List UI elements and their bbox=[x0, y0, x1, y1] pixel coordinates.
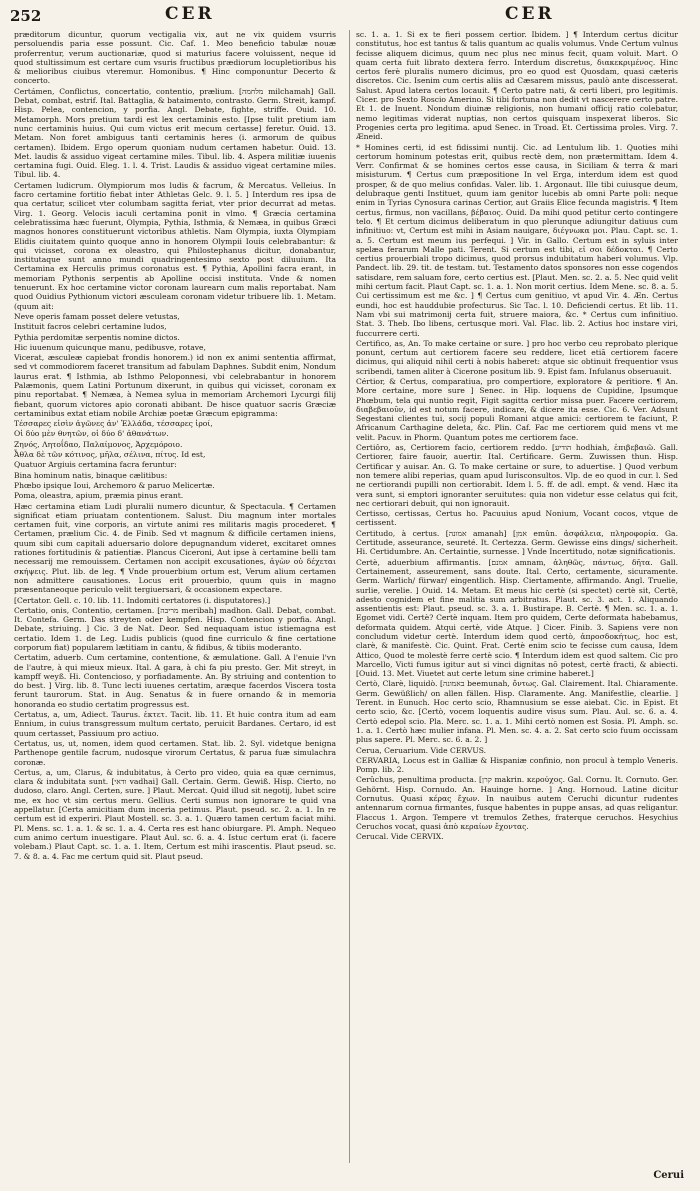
left-column bbox=[14, 30, 336, 1163]
dictionary-paragraph: Certámen, Conflictus, concertatio, contentio, prælium. [מלחמה milchamah] Gall. Debat, combat, estrif. Ital. Battaglia, & bataimento, contrasto. Germ. Streit, kampf. Hisp. Pelea, contencion, y porfia. Angl. Debate, fighte, striffe. Ouid. 10. Metamorph. Mors pretium tardi est lex certaminis esto. [Ipse tulit pretium iam nunc certaminis huius. Qui cum victus erit mecum certasse] feretur. Ouid. 13. Metam. Non foret ambiguus tanti certaminis heres (i. armorum de quibus certamen). Ibidem. Ergo operum quoniam nudum certamen habetur. Ouid. 13. Met. laudis & assiduo vigeat certamine miles. Tibul. lib. 4. Aspera militiæ iuuenis certamina fugi. Ouid. Eleg. 1. l. 4. Trist. Laudis & assiduo vigeat certamine miles. Tibul. lib. 4. bbox=[14, 86, 336, 180]
page-header bbox=[0, 0, 700, 26]
dictionary-paragraph: sc. 1. a. 1. Si ex te fieri possem certior. Ibidem. ] ¶ Interdum certus dicitur constitutus, hoc est tantus & talis quantum ac qualis volumus. Vnde Certum vulnus fecisse aliquem dicimus, quum nec plus nec minus fecit, quam voluit. Mart. O quam certa fuit librato dextera ferro. Interdum discretus, διακεκριμένος. Hinc certos ferè pluralis numero dicimus, pro eo quod est Quosdam, quasi cæteris discretos. Cic. Isenim cum certis aliis ad Cæsarem missus, paulò ante discesserat. Salust. Apud latera certos locauit. ¶ Certo patre nati, & certi liberi, pro legitimis. Cicer. pro Sexto Roscio Amerino. Si tibi fortuna non dedit vt nascerere certo patre. Et 1. de Inuent. Nondum diuinæ religionis, non humani officij ratio colebatur, nemo legitimas viderat nuptias, non certos quisquam inspexerat liberos. Sic Progenies certa pro legitima. apud Senec. in Troad. Et. Certissima proles. Virg. 7. Æneid. bbox=[356, 30, 678, 142]
dictionary-paragraph: Bina hominum natis, binaque cælitibus: bbox=[14, 470, 168, 480]
dictionary-paragraph: Certitudo, à certus. [אמונה amanah] [אמן emûn. ἀσφάλεια, πληροφορία. Ga. Certitude, asseurance, seureté. It. Certezza. Germ. Gewisse eins dings/ sicherheit. Hi. Certidumbre. An. Certaintie, surnesse. ] Vnde Incertitudo, notæ significationis. bbox=[356, 528, 678, 557]
dictionary-paragraph: Τέσσαρες εἰσὶν ἀγῶνες ἀν' Ἑλλάδα, τέσσαρες ἱροί, bbox=[14, 419, 213, 429]
running-head-left: CER bbox=[165, 4, 215, 24]
dictionary-paragraph: Pythia perdomitæ serpentis nomine dictos. bbox=[14, 332, 180, 342]
dictionary-paragraph: Certè, aduerbium affirmantis. [אמנם amnam, ἀληθῶς, πάντως, δῆτα. Gall. Certainement, asseurement, sans doute. Ital. Certo, certamente, sicuramente. Germ. Warlich/ fürwar/ eingentlich. Hisp. Ciertamente, affirmando. Angl. Truelie, surlie, verelie. ] Ouid. 14. Metam. Et meus hic certè (si spectet) certè sit, Certè, adesto cognidem et fine malitia sum arbitratus. Plaut. sc. 3. act. 1. Aliquando assentientis est: Plaut. pseud. sc. 3. a. 1. Bustirape. B. Certè. ¶ Men. sc. 1. a. 1. Egomet vidi. Certè? Certè inquam. Item pro quidem, Certe deformata habebamus, deformata quidem. Atqui certè, vide Atque. ] Cicer. Finib. 3. Sapiens vere non concludum videtur certè. Interdum idem quod certò, ἀπροσδοκήτως, hoc est, clarè, & manifestè. Cic. Quint. Frat. Certè enim scio te fecisse cum causa, Idem Attico, Quod te molestè ferre certè scio. ¶ Interdum idem est quod saltem. Cic pro Marcello, Victi fumus igitur aut si vinci dignitas nō potest, certè fracti, & abiecti. [Ouid. 13. Met. Viuetet aut certe letum sine crimine haberet.] bbox=[356, 557, 678, 679]
dictionary-paragraph: Certò, Clarè, liquidò. [באמונה beemunah, ὄντως. Gal. Clairement. Ital. Chiaramente. Germ. Gewüßlich/ on allen fällen. Hisp. Claramente. Ang. Manifestlie, clearlie. ] Terent. in Eunuch. Hoc certo scio, Rhamnusium se esse aiebat. Cic. in Epist. Et certo scio, &c. [Certò, vocem loquentis audire visus sum. Plau. Aul. sc. 6. a. 4. Certò edepol scio. Pla. Merc. sc. 1. a. 1. Mihi certò nomen est Sosia. Pl. Amph. sc. 1. a. 1. Certò hæc mulier infana. Pl. Men. sc. 4. a. 2. Sat certo scio fuum occissam plus sapere. Pl. Merc. sc. 6. a. 2. ] bbox=[356, 679, 678, 745]
dictionary-paragraph: Ζηνός, Λητοΐδαο, Παλαίμονος, Ἀρχεμόροιο. bbox=[14, 439, 183, 449]
dictionary-paragraph: * Homines certi, id est fidissimi nuntij. Cic. ad Lentulum lib. 1. Quoties mihi certorum hominum potestas erit, quibus rectè dem, non prætermittam. Idem 4. Verr. Confirmat & se homines certos esse causa, in Siciliam & terra & mari misisturum. ¶ Certus cum præpositione In vel Erga, interdum idem est quod prosper, & de quo melius confidas. Valer. lib. 1. Argonaut. Ille tibi cuiusque deum, delubraque genti Instituet, quum iam genitor lucebis ab omni Parte poli: neque enim in Tyrias Cynosura carinas Certior, aut Graiis Elice fecunda magistris. ¶ Item certus, firmus, non vacillans, βέβαιος. Ouid. Da mihi quod petitur certo contingere telo. ¶ Et certum dicimus deliberatum in quo plerunque adiungitur datiuus cum infinitiuo: vt, Certum est mihi in Asiam nauigare, διέγνωκα μοι. Plau. Capt. sc. 1. a. 5. Certum est meum ius perfequi. ] Vir. in Gallo. Certum est in syluis inter spelæa ferarum Malle pati. Terent. Si certum est tibi, εἰ σοι δέδοκται. ¶ Certo certius prouerbiali tropo dicimus, quod prorsus indubitatum haberi volumus. Vlp. Pandect. lib. 29. tit. de testam. tut. Testamento datos sponsores non esse cogendos satisdare, rem saluam fore, certo certius est. [Plaut. Men. sc. 2. a. 5. Nec quid velit mihi certum facit. Plaut Capt. sc. 1. a. 1. Non morit certius. Idem Mene. sc. 8. a. 5. Cui certissimum est me &c. ] ¶ Certus cum genitiuo, vt apud Vir. 4. Æn. Certus eundi, hoc est hauddubie profecturus. Sic Tac. l. 10. Deficiendi certus. Et lib. 11. Nam vbi sui matrimonij certa fuit, struere maiora, &c. * Certus cum infinitiuo. Stat. 3. Theb. Ibo libens, certusque mori. Val. Flac. lib. 2. Actius hoc instare viri, fuccurrere certi. bbox=[356, 142, 678, 338]
dictionary-paragraph: Certiôro, as, Certiorem facio, certiorem reddo. [הודיע hodhiah, ἐπιβεβαιῶ. Gall. Certiorer, faire fauoir, auertir. Ital. Certificare. Germ. Zuwissen thun. Hisp. Certificar y auisar. An. G. To make certaine or sure, to aduertise. ] Quod verbum non temere alibi reperias, quam apud Iurisconsultos. Vlp. de eo quod in cur. l. Sed ne certiorandi pupilli non certiorabit. Idem l. 5. ff. de adl. empt. & vend. Hæc ita vera sunt, si emptori ignoranter seruitutes: quia non videtur esse celatus qui fcit, nec certiorari debuit, qui non ignorauit. bbox=[356, 443, 678, 508]
dictionary-paragraph: Certatus, us, ut, nomen, idem quod certamen. Stat. lib. 2. Syl. videtque benigna Parthenope gentile facrum, nudosque virorum Certatus, & parua fuæ simulachra coronæ. bbox=[14, 738, 336, 767]
dictionary-paragraph: Instituit facros celebri certamine ludos, bbox=[14, 322, 167, 332]
dictionary-paragraph: Certamen ludicrum. Olympiorum mos ludis & facrum, & Mercatus. Velleius. In facro certamine fortitio fiebat inter Athletas Gelc. 9. l. 5. ] Interdum res ipsa de qua certatur, scilicet vter columbam sagitta feriat, vter prior decurrat ad metas. Virg. 1. Georg. Velocis iaculi certamina ponit in vlmo. ¶ Græcia certamina celebratissima hæc fuerunt, Olympia, Pythia, Isthmia, & Nemæa, in quibus Græci magnos honores constituerunt victoribus athletis. Nam Olympia, iuxta Olympiam Elidis ciuitatem quinto quoque anno in honorem Olympii Iouis celebrabantur: & qui vicisset, corona ex oleastro, qui Philostephanus dicitur, donabantur, institutaque sunt anno mundi quadringentesimo sexto post diluuium. Ita Certamina ex Herculis primus coronatus est. ¶ Pythia, Apollini facra erant, in memoriam Pythonis serpentis ab Apolline occisi instituta. Vnde & nomen tenuerunt. Ex hoc certamine victor coronam laurearn cum malis reportabat. Nam quod Ouidius Pythionum victori æsculeam coronam videtur tribuere lib. 1. Metam. (quum ait: bbox=[14, 180, 336, 311]
catchword: Cerui bbox=[653, 1170, 684, 1181]
dictionary-paragraph: CERVARIA, Locus est in Galliæ & Hispaniæ confinio, non procul à templo Veneris. Pomp. lib. 2. bbox=[356, 755, 678, 775]
dictionary-paragraph: Certatim, aduerb. Cum certamine, contentione, & æmulatione. Gall. A l'enuie l'vn de l'autre, à qui mieux mieux. Ital. A gara, à chi fa piu presto. Ger. Mit streyt, in kampff weyß. Hi. Contencioso, y porfiadamente. An. By striuing and contention to do best. ] Virg. lib. 8. Tunc lecti iuuenes certatim, aræque facerdos Viscera tosta ferunt taurorum. Stat. in Aug. Senatus & in fuere ornando & in memoria honoranda eo studio certatim progressus est. bbox=[14, 653, 336, 709]
dictionary-paragraph: Certifico, as, An. To make certaine or sure. ] pro hoc verbo ceu reprobato plerique ponunt, certum aut certiorem facere seu reddere, licet etiā certiorem facere dicimus, qui aliquid nihil certi à nobis haberet: atque sic obtinuit frequentior vsus scribendi, tamen aliter à Cicerone positum lib. 9. Epist fam. Infulanus obseruauit. bbox=[356, 338, 678, 376]
dictionary-paragraph: Cértior, & Certus, comparatiua, pro compertiore, exploratore & peritiore. ¶ An. More certaine, more sure ] Senec. in Hip. loquens de Cupidine, Ipsumque Phœbum, tela qui nuntio regit, Figit sagitta certior missa puer. Facere certiorem, διαβεβαιοῦν, id est notum facere, indicare, & dicere ita esse. Cic. 6. Ver. Adsunt Segestani clientes tui, socij populi Romani atque amici: certiorem te faciunt, P. Africanum Carthagine deleta, &c. Plin. Caf. Fac me certiorem quid mens vt me velit. Pacuv. in Phorm. Quantum potes me certiorem face. bbox=[356, 376, 678, 442]
right-column bbox=[356, 30, 678, 1163]
dictionary-paragraph: Neve operis famam posset delere vetustas, bbox=[14, 311, 180, 321]
dictionary-paragraph: præditorum dicuntur, quorum vectigalia vix, aut ne vix quidem vsurris persoluendis paria esse possunt. Cic. Caf. 1. Meo beneficio tabulæ nouæ proferrentur, verum auctionariæ, quod si maturius facere voluissent, neque id quod stultissimum est certare cum vsuris fructibus prædiorum locupletioribus his & melioribus ciuibus vteremur. Homonibus. ¶ Hinc componuntur Decerto & concerto. bbox=[14, 30, 336, 86]
dictionary-paragraph: [Certator. Gell. c. 10. lib. 11. Indomiti certatores (i. disputatores).] bbox=[14, 595, 271, 605]
dictionary-paragraph: Οἱ δύο μὲν θνητῶν, οἱ δύο δ' ἀθανάτων. bbox=[14, 429, 169, 439]
dictionary-paragraph: Cerûchus, penultima producta. [קרן makrin. κερούχος. Gal. Cornu. It. Cornuto. Ger. Gehörnt. Hisp. Cornudo. An. Hauinge horne. ] Ang. Hornoud. Latine dicitur Cornutus. Quasi κέρας ἔχων. In nauibus autem Ceruchi dicuntur rudentes antennarum cornua firmantes, fusque habentes in puppe ansas, ad quas religantur. Flaccus 1. Argon. Tempere vt tremulos Zethes, fraterque ceruchos. Hesychius Ceruchos vocat, quasi ἀπὸ κεραίων ἔχοντας. bbox=[356, 775, 678, 831]
dictionary-paragraph: Ἆθλα δὲ τῶν κότινος, μῆλα, σέλινα, πίτυς. Id est, bbox=[14, 450, 206, 460]
dictionary-paragraph: Phœbo ipsique Ioui, Archemoro & paruo Melicertæ. bbox=[14, 480, 215, 490]
page-number: 252 bbox=[10, 7, 42, 25]
dictionary-paragraph: Hic iuuenum quicunque manu, pedibusve, rotave, bbox=[14, 342, 206, 352]
dictionary-paragraph: Certisso, certissas, Certus ho. Pacuuius apud Nonium, Vocant cocos, vtque de certissent. bbox=[356, 509, 678, 528]
dictionary-paragraph: Certatus, a, um, Adiect. Taurus. ἐκτετ. Tacit. lib. 11. Et huic contra itum ad eam Ennium, in cuius transgressum multum certato, peruicit Bardanes. Certaro, id est quum certasset, Passiuum pro actiuo. bbox=[14, 710, 336, 738]
running-head-right: CER bbox=[505, 4, 555, 24]
dictionary-paragraph: Poma, oleastra, apium, præmia pinus erant. bbox=[14, 491, 184, 501]
dictionary-paragraph: Cerua, Ceruarium. Vide CERVUS. bbox=[356, 745, 487, 755]
column-divider bbox=[349, 30, 350, 1163]
dictionary-paragraph: Certatio, onis, Contentio, certamen. [מריבה meribah] madhon. Gall. Debat, combat. It. Contefa. Germ. Das streyten oder kempfen. Hisp. Contencion y porfia. Angl. Debate, striuing. ] Cic. 3 de Nat. Deor. Sed nequaquam istuc istiemagna est certatio. Idem 1. de Leg. Ludis publicis (quod fine curriculo & fine certatione corporum fiat) popularem lætitiam in cantu, & fidibus, & tibiis moderanto. bbox=[14, 605, 336, 652]
dictionary-paragraph: Hæc certamina etiam Ludi pluralii numero dicuntur, & Spectacula. ¶ Certamen significat etiam priuatam contentionem. Salust. Diu magnum inter mortales certamen fuit, vine corporis, an virtute animi res militaris magis procederet. ¶ Certamen, prælium Cic. 4. de Finib. Sed vt magnum & difficile certamen iniens, quum sibi cum capitali aduersario dolore depugnandum videret, excitaret omnes rationes fortitudinis & patientiæ. Plancus Ciceroni, Aut ipse à certamine belli tam necessarij me remouissem. Certamen non accipit excusationes, ἀγὼν οὐ δέχεται σκήψεις. Plut. lib. de leg. ¶ Vnde prouerbium ortum est, Verum alium certamen non admittere causationes. Locus erit prouerbio, quum quis in magno præsentaneoque periculo velit tergiuersari, & occasionem expectare. bbox=[14, 501, 336, 595]
dictionary-paragraph: Certus, a, um, Clarus, & indubitatus, à Certo pro video, quia ea quæ cernimus, clara & indubitata sunt. [ודאי vadhai] Gall. Certain. Germ. Gewiß. Hisp. Cierto, no dudoso, claro. Angl. Certen, sure. ] Plaut. Mercat. Quid illud sit negotij, lubet scire me, ex hoc vt sim certus meru. Gellius. Certi sumus non ignorare te quid vna appellatur. [Certa amicitiam dum inceria petimus. Plaut. pseud. sc. 2. a. 1. In re certum est id experiri. Plaut Mostell. sc. 3. a. 1. Quæro tamen certum faciat mihi. Pl. Mens. sc. 1. a. 1. & sc. 1. a. 4. Certa res est hanc obiurgare. Pl. Amph. Nequeo cum animo certum inuestigare. Plaut Aul. sc. 6. a. 4. Istuc certum erat (i. facere volebam.) Plaut Capt. sc. 1. a. 1. Item, Certum est mihi irascentis. Plaut pseud. sc. 7. & 8. a. 4. Fac me certum quid sit. Plaut pseud. bbox=[14, 767, 336, 861]
dictionary-paragraph: Cerucal. Vide CERVIX. bbox=[356, 832, 444, 842]
dictionary-paragraph: Vicerat, æsculeæ capiebat frondis honorem.) id non ex animi sententia affirmat, sed vt commodiorem faceret transitum ad fabulam Daphnes. Subdit enim, Nondum laurus erat. ¶ Isthmia, ab Isthmo Peloponnesi, vbi celebrabantur in honorem Palæmonis, quem Latini Portunum dixerunt, in quibus qui vicisset, coronam ex pinu reportabat. ¶ Nemæa, à Nemea sylua in memoriam Archemori Lycurgi filij fiebant, quorum victores apio coronati abibant. De hisce quatuor sacris Græciæ certaminibus extat etiam nobile Archiæ poetæ Græcum epigramma: bbox=[14, 353, 336, 418]
dictionary-paragraph: Quatuor Argiuis certamina facra feruntur: bbox=[14, 460, 177, 470]
